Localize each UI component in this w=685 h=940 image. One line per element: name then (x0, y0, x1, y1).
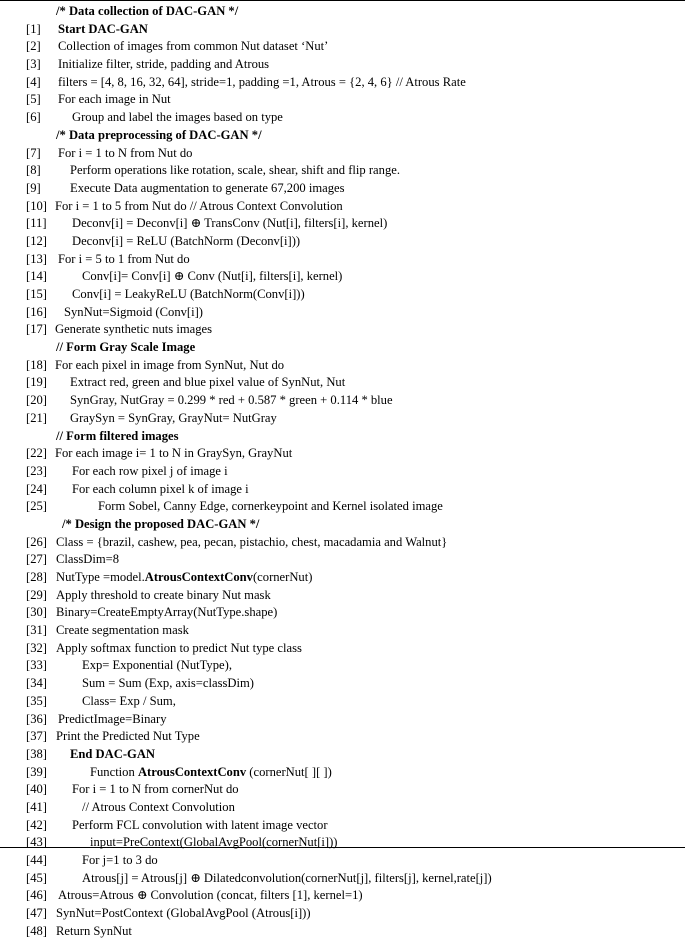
algorithm-line (0, 657, 685, 675)
bold-text: AtrousContextConv (137, 764, 247, 779)
algorithm-line (0, 711, 685, 729)
algorithm-line (0, 321, 685, 339)
bold-text: AtrousContextConv (144, 570, 253, 584)
line-number: [46] (26, 888, 47, 903)
line-text (82, 799, 235, 817)
line-text (90, 834, 338, 852)
line-number: [18] (26, 357, 47, 372)
algorithm-line (0, 870, 685, 888)
algorithm-line (0, 923, 685, 940)
code-text: Binary=CreateEmptyArray(NutType.shape) (56, 605, 278, 620)
algorithm-line (0, 640, 685, 658)
code-text: Function (90, 764, 138, 779)
algorithm-line (0, 268, 685, 286)
line-number: [24] (26, 481, 47, 496)
line-text (56, 622, 189, 640)
line-number: [25] (26, 499, 47, 514)
line-number: [28] (26, 570, 47, 584)
line-number: [42] (26, 817, 47, 832)
line-number: [14] (26, 269, 47, 284)
line-number: [30] (26, 605, 47, 620)
line-text (64, 304, 203, 322)
line-text (55, 445, 292, 463)
line-text (56, 534, 447, 552)
code-text: Perform FCL convolution with latent image vector (72, 817, 328, 832)
code-text: For each image i= 1 to N in GraySyn, GrayNut (55, 446, 293, 461)
algorithm-line (0, 3, 685, 21)
algorithm-line (0, 410, 685, 428)
line-number: [35] (26, 693, 47, 708)
line-text (58, 74, 466, 92)
algorithm-line (0, 834, 685, 852)
line-text (70, 374, 345, 392)
code-text: SynNut=Sigmoid (Conv[i]) (64, 304, 203, 319)
line-text (56, 428, 179, 446)
line-text (56, 604, 277, 622)
code-text: (cornerNut) (252, 570, 313, 584)
bold-text: /* Design the proposed DAC-GAN */ (62, 516, 260, 531)
line-text (56, 728, 200, 746)
line-text (58, 145, 192, 163)
code-text: SynGray, NutGray = 0.299 * red + 0.587 * green + 0.114 * blue (70, 393, 393, 408)
top-rule (0, 0, 685, 1)
code-text: For i = 5 to 1 from Nut do (58, 251, 190, 266)
code-text: Class= Exp / Sum, (82, 693, 176, 708)
algorithm-line (0, 516, 685, 534)
code-text: Exp= Exponential (NutType), (82, 658, 232, 673)
algorithm-line (0, 728, 685, 746)
line-text (55, 198, 343, 216)
code-text: Atrous=Atrous ⊕ Convolution (concat, filters [1], kernel=1) (58, 888, 363, 903)
line-number: [37] (26, 729, 47, 744)
line-number: [26] (26, 534, 47, 549)
algorithm-line (0, 198, 685, 216)
code-text: Generate synthetic nuts images (55, 322, 213, 337)
line-number: [47] (26, 906, 47, 921)
code-text: Sum = Sum (Exp, axis=classDim) (82, 676, 254, 691)
code-text: For each column pixel k of image i (72, 481, 249, 496)
algorithm-line (0, 905, 685, 923)
algorithm-line (0, 286, 685, 304)
line-text (72, 781, 239, 799)
algorithm-line (0, 463, 685, 481)
code-text: Conv[i] = LeakyReLU (BatchNorm(Conv[i])) (72, 287, 305, 301)
bottom-rule (0, 847, 685, 848)
code-text: Apply threshold to create binary Nut mask (56, 587, 271, 602)
line-number: [3] (26, 57, 41, 72)
line-number: [32] (26, 640, 47, 655)
code-text: For i = 1 to N from Nut do (58, 145, 193, 160)
line-text (58, 56, 269, 74)
line-number: [23] (26, 463, 47, 478)
line-text (82, 693, 176, 711)
line-number: [5] (26, 92, 41, 107)
algorithm-line (0, 481, 685, 499)
line-number: [31] (26, 623, 47, 638)
line-text (58, 711, 167, 729)
line-text (70, 162, 400, 180)
code-text: filters = [4, 8, 16, 32, 64], stride=1, padding =1, Atrous = {2, 4, 6} // Atrous Rate (58, 74, 466, 89)
algorithm-line (0, 852, 685, 870)
line-text (56, 569, 312, 587)
line-number: [38] (26, 746, 47, 761)
code-text: Execute Data augmentation to generate 67,200 images (70, 180, 345, 195)
algorithm-line (0, 551, 685, 569)
algorithm-line (0, 38, 685, 56)
algorithm-line (0, 622, 685, 640)
code-text: For i = 1 to N from cornerNut do (72, 782, 239, 797)
line-number: [2] (26, 39, 41, 54)
algorithm-line (0, 534, 685, 552)
code-text: Extract red, green and blue pixel value of SynNut, Nut (70, 375, 346, 390)
code-text: NutType =model. (56, 570, 145, 584)
algorithm-line (0, 180, 685, 198)
line-number: [15] (26, 287, 47, 301)
line-number: [16] (26, 304, 47, 319)
bold-text: /* Data collection of DAC-GAN */ (56, 4, 239, 18)
line-text (82, 268, 342, 286)
code-text: For i = 1 to 5 from Nut do // Atrous Context Convolution (55, 198, 343, 213)
algorithm-listing (0, 3, 685, 940)
algorithm-line (0, 604, 685, 622)
line-number: [21] (26, 410, 47, 425)
bold-text: End DAC-GAN (70, 746, 156, 761)
line-number: [17] (26, 322, 47, 337)
line-number: [12] (26, 233, 47, 248)
line-number: [11] (26, 216, 47, 231)
algorithm-line (0, 764, 685, 782)
bold-text: Start DAC-GAN (58, 21, 148, 36)
line-text (72, 481, 249, 499)
line-text (58, 21, 148, 39)
line-number: [45] (26, 870, 47, 885)
line-text (56, 587, 271, 605)
line-number: [39] (26, 764, 47, 779)
line-number: [4] (26, 74, 41, 89)
line-text (70, 410, 277, 428)
code-text: Apply softmax function to predict Nut type class (56, 640, 302, 655)
line-number: [44] (26, 853, 47, 867)
line-text (56, 3, 238, 21)
line-text (70, 180, 345, 198)
line-text (72, 215, 387, 233)
code-text: For j=1 to 3 do (82, 853, 158, 867)
algorithm-line (0, 91, 685, 109)
line-number: [19] (26, 375, 47, 390)
code-text: For each image in Nut (58, 92, 171, 107)
line-text (58, 251, 190, 269)
line-text (90, 764, 332, 782)
line-text (56, 905, 311, 923)
line-text (58, 91, 171, 109)
algorithm-line (0, 817, 685, 835)
algorithm-line (0, 162, 685, 180)
algorithm-line (0, 339, 685, 357)
code-text: (cornerNut[ ][ ]) (246, 764, 332, 779)
line-text (55, 357, 284, 375)
line-text (70, 392, 393, 410)
line-text (70, 746, 155, 764)
line-text (82, 870, 492, 888)
line-text (72, 817, 328, 835)
algorithm-line (0, 799, 685, 817)
algorithm-line (0, 21, 685, 39)
code-text: Atrous[j] = Atrous[j] ⊕ Dilatedconvolution(cornerNut[j], filters[j], kernel,rate[j]) (82, 870, 492, 885)
line-text (82, 852, 158, 870)
code-text: GraySyn = SynGray, GrayNut= NutGray (70, 410, 277, 425)
algorithm-line (0, 498, 685, 516)
algorithm-line (0, 233, 685, 251)
algorithm-line (0, 428, 685, 446)
code-text: SynNut=PostContext (GlobalAvgPool (Atrous[i])) (56, 906, 311, 921)
code-text: Create segmentation mask (56, 623, 189, 638)
line-text (82, 675, 254, 693)
code-text: For each pixel in image from SynNut, Nut do (55, 357, 285, 372)
line-number: [13] (26, 251, 47, 266)
algorithm-line (0, 357, 685, 375)
algorithm-line (0, 251, 685, 269)
algorithm-line (0, 887, 685, 905)
line-text (72, 233, 300, 251)
line-text (72, 463, 228, 481)
code-text: Perform operations like rotation, scale, shear, shift and flip range. (70, 163, 400, 178)
code-text: Conv[i]= Conv[i] ⊕ Conv (Nut[i], filters[i], kernel) (82, 269, 343, 284)
line-text (56, 127, 262, 145)
code-text: Class = {brazil, cashew, pea, pecan, pistachio, chest, macadamia and Walnut} (56, 534, 448, 549)
algorithm-line (0, 215, 685, 233)
bold-text: /* Data preprocessing of DAC-GAN */ (56, 127, 262, 142)
code-text: Deconv[i] = ReLU (BatchNorm (Deconv[i])) (72, 233, 301, 248)
line-number: [41] (26, 799, 47, 814)
bold-text: // Form Gray Scale Image (56, 340, 196, 355)
algorithm-line (0, 445, 685, 463)
line-number: [10] (26, 198, 47, 213)
algorithm-line (0, 127, 685, 145)
algorithm-line (0, 569, 685, 587)
line-number: [27] (26, 552, 47, 567)
line-number: [1] (26, 21, 41, 36)
line-text (62, 516, 259, 534)
line-number: [22] (26, 446, 47, 461)
line-number: [8] (26, 163, 41, 178)
algorithm-line (0, 781, 685, 799)
line-text (82, 657, 232, 675)
code-text: ClassDim=8 (56, 552, 120, 567)
code-text: For each row pixel j of image i (72, 463, 228, 478)
line-number: [20] (26, 393, 47, 408)
algorithm-line (0, 145, 685, 163)
code-text: Collection of images from common Nut dataset ‘Nut’ (58, 39, 329, 54)
line-number: [34] (26, 676, 47, 691)
code-text: Print the Predicted Nut Type (56, 729, 200, 744)
line-number: [40] (26, 782, 47, 797)
line-number: [36] (26, 711, 47, 726)
line-number: [29] (26, 587, 47, 602)
line-text (98, 498, 443, 516)
algorithm-line (0, 675, 685, 693)
code-text: input=PreContext(GlobalAvgPool(cornerNut[i])) (90, 835, 338, 850)
code-text: Group and label the images based on type (72, 110, 283, 125)
line-number: [7] (26, 145, 41, 160)
line-text (72, 286, 305, 304)
line-text (56, 923, 132, 940)
line-text (56, 339, 195, 357)
line-text (56, 551, 119, 569)
code-text: Deconv[i] = Deconv[i] ⊕ TransConv (Nut[i], filters[i], kernel) (72, 216, 388, 231)
algorithm-line (0, 746, 685, 764)
line-text (58, 887, 363, 905)
algorithm-line (0, 693, 685, 711)
code-text: // Atrous Context Convolution (82, 799, 235, 814)
line-text (56, 640, 302, 658)
line-text (58, 38, 328, 56)
line-number: [33] (26, 658, 47, 673)
line-number: [6] (26, 110, 41, 125)
algorithm-line (0, 304, 685, 322)
code-text: Return SynNut (56, 923, 132, 938)
bold-text: // Form filtered images (56, 428, 179, 443)
algorithm-line (0, 56, 685, 74)
code-text: Form Sobel, Canny Edge, cornerkeypoint and Kernel isolated image (98, 499, 443, 514)
line-text (72, 109, 283, 127)
algorithm-line (0, 392, 685, 410)
algorithm-line (0, 374, 685, 392)
code-text: PredictImage=Binary (58, 711, 167, 726)
algorithm-line (0, 74, 685, 92)
line-text (55, 321, 212, 339)
line-number: [48] (26, 923, 47, 938)
line-number: [9] (26, 180, 41, 195)
code-text: Initialize filter, stride, padding and Atrous (58, 57, 270, 72)
algorithm-line (0, 109, 685, 127)
line-number: [43] (26, 835, 47, 850)
algorithm-line (0, 587, 685, 605)
